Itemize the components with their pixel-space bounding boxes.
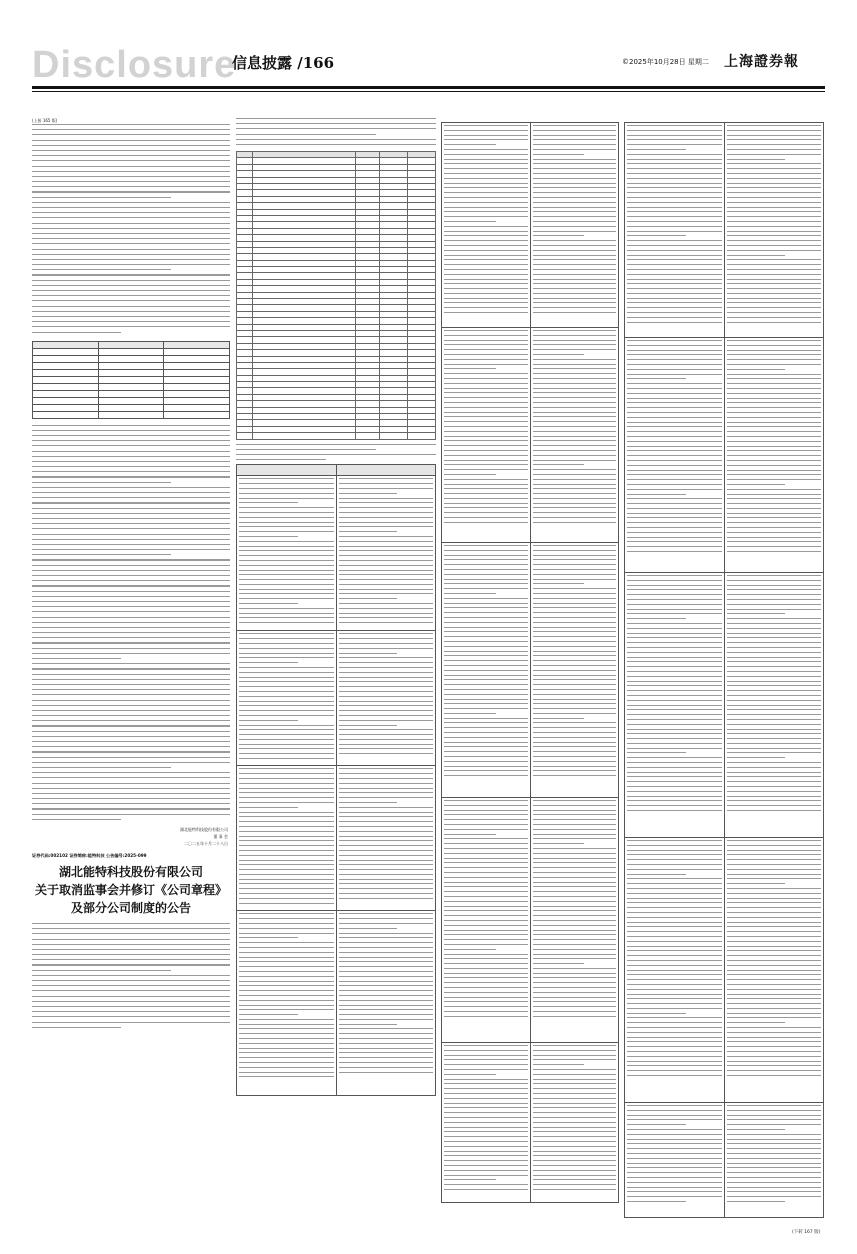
announcement-title-line: 关于取消监事会并修订《公司章程》 — [34, 882, 227, 897]
security-code-line: 证券代码:002102 证券简称:能特科技 公告编号:2025-099 — [32, 852, 147, 858]
body-text-block — [236, 118, 436, 145]
column-3 — [441, 118, 619, 1203]
announcement-title-line: 及部分公司制度的公告 — [70, 900, 191, 915]
masthead-rule-thin — [32, 91, 825, 92]
column-1 — [32, 118, 230, 1032]
signature-date: 二〇二五年十月二十八日 — [184, 840, 228, 846]
signature-company: 湖北能特科技股份有限公司 — [180, 826, 228, 832]
column-4 — [624, 118, 824, 1218]
body-text-block — [32, 124, 230, 333]
announcement-title-line: 湖北能特科技股份有限公司 — [58, 864, 203, 879]
body-text-block — [32, 425, 230, 820]
masthead — [0, 0, 857, 98]
masthead-rule — [32, 86, 825, 89]
issue-date: ©2025年10月28日 星期二 — [622, 58, 709, 66]
articles-comparison-table — [236, 464, 436, 1096]
continued-notice: (下转 167 版) — [792, 1230, 821, 1235]
body-text-block — [32, 923, 230, 1028]
disclosure-wordmark: Disclosure — [32, 44, 237, 86]
articles-comparison-table-continued — [624, 122, 824, 1218]
articles-comparison-table-continued — [441, 122, 619, 1203]
signature-board: 董 事 会 — [213, 833, 228, 839]
announcement-title — [32, 863, 230, 917]
newspaper-logo: 上海證券報 — [724, 54, 799, 70]
body-text-block — [236, 444, 436, 461]
revised-regulations-table — [236, 151, 436, 440]
column-2 — [236, 118, 436, 1096]
continuation-heading: (上接 165 版) — [32, 118, 58, 123]
signature-block — [32, 826, 228, 847]
financial-summary-table — [32, 341, 230, 419]
section-title: 信息披露 /166 — [232, 54, 335, 72]
